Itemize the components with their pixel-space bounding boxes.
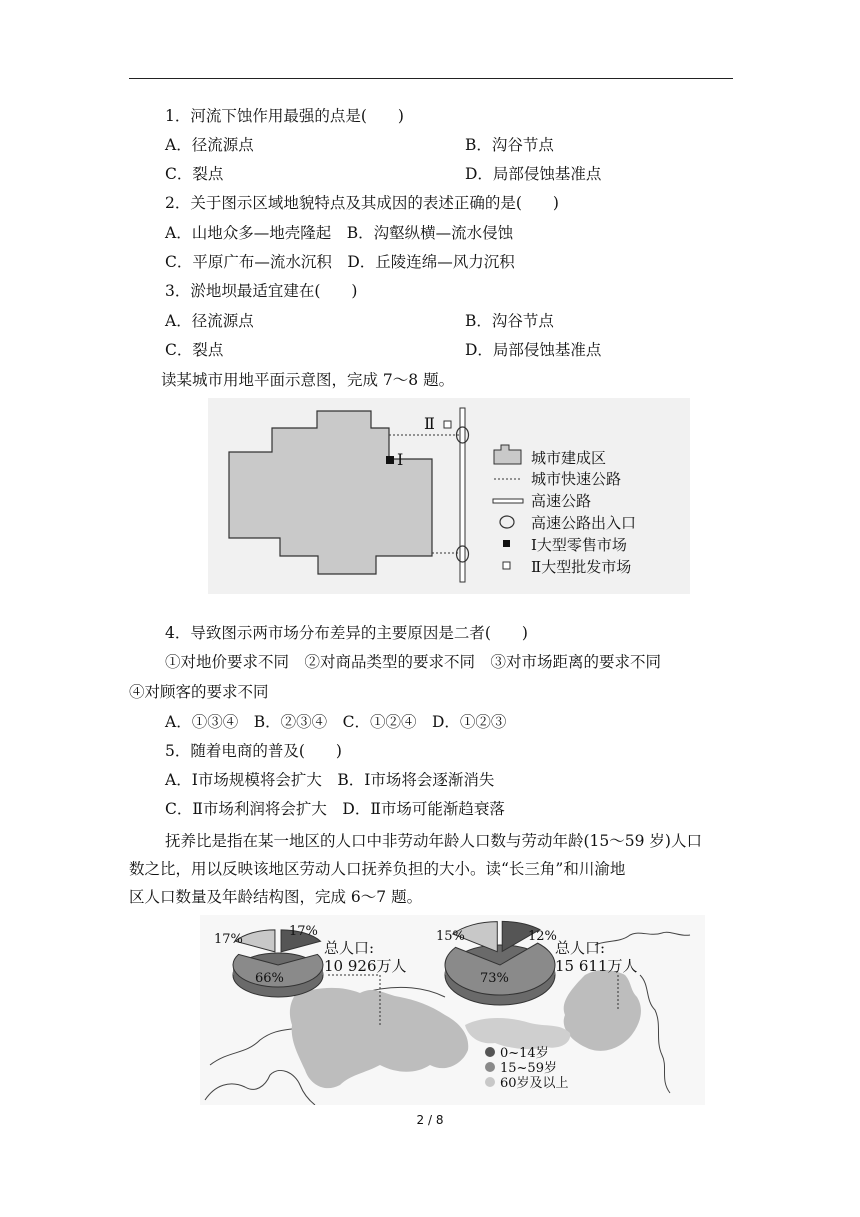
left-total-label: 总人口: (324, 939, 375, 957)
q1-option-c: C．裂点 (165, 165, 224, 183)
legend-built-up-area: 城市建成区 (531, 449, 607, 467)
left-total-value: 10 926万人 (324, 957, 407, 975)
retail-market-marker (386, 456, 394, 464)
legend-urban-expressway: 城市快速公路 (531, 470, 622, 488)
marker-label-1: Ⅰ (397, 450, 404, 469)
legend-retail-market: Ⅰ大型零售市场 (531, 536, 627, 554)
q4-options: A．①③④ B．②③④ C．①②④ D．①②③ (165, 713, 507, 731)
legend-highway-exit: 高速公路出入口 (531, 514, 637, 532)
intro-dependency-line1: 抚养比是指在某一地区的人口中非劳动年龄人口数与劳动年龄(15～59 岁)人口 (165, 832, 702, 850)
legend-age-15-59: 15~59岁 (500, 1061, 557, 1076)
intro-city-map: 读某城市用地平面示意图，完成 7～8 题。 (161, 371, 455, 389)
q4-choices-line2: ④对顾客的要求不同 (129, 683, 269, 701)
city-land-use-map (208, 398, 690, 594)
q1-option-a: A．径流源点 (165, 136, 254, 154)
q1-option-b: B．沟谷节点 (465, 136, 554, 154)
right-total-value: 15 611万人 (555, 957, 638, 975)
marker-label-2: Ⅱ (424, 414, 435, 433)
q2-stem: 2．关于图示区域地貌特点及其成因的表述正确的是( ) (165, 194, 559, 212)
q4-stem: 4．导致图示两市场分布差异的主要原因是二者( ) (165, 624, 528, 642)
intro-dependency-line2: 数之比，用以反映该地区劳动人口抚养负担的大小。读“长三角”和川渝地 (129, 860, 626, 878)
highway-line (460, 408, 465, 582)
q3-stem: 3．淤地坝最适宜建在( ) (165, 282, 358, 300)
intro-dependency-line3: 区人口数量及年龄结构图，完成 6～7 题。 (129, 888, 423, 906)
q2-options-ab: A．山地众多—地壳隆起 B．沟壑纵横—流水侵蚀 (165, 224, 514, 242)
q1-stem: 1．河流下蚀作用最强的点是( ) (165, 107, 404, 125)
legend-swatch-60plus (485, 1077, 495, 1087)
legend-highway: 高速公路 (531, 492, 592, 510)
left-pie-label-60plus: 17% (214, 932, 243, 947)
q2-options-cd: C．平原广布—流水沉积 D．丘陵连绵—风力沉积 (165, 253, 515, 271)
q5-options-ab: A．Ⅰ市场规模将会扩大 B．Ⅰ市场将会逐渐消失 (165, 771, 495, 789)
legend-age-0-14: 0~14岁 (500, 1046, 549, 1061)
legend-age-60plus: 60岁及以上 (500, 1076, 569, 1091)
right-pie-label-0-14: 12% (528, 929, 557, 944)
q4-choices-line1: ①对地价要求不同 ②对商品类型的要求不同 ③对市场距离的要求不同 (165, 653, 662, 671)
q3-option-b: B．沟谷节点 (465, 312, 554, 330)
left-pie-label-15-59: 66% (255, 971, 284, 986)
right-pie-label-15-59: 73% (480, 971, 509, 986)
wholesale-market-marker (444, 421, 451, 428)
population-structure-map (200, 915, 705, 1105)
legend-wholesale-market: Ⅱ大型批发市场 (531, 558, 632, 576)
legend-swatch-15-59 (485, 1062, 495, 1072)
legend-swatch-0-14 (485, 1047, 495, 1057)
q3-option-c: C．裂点 (165, 341, 224, 359)
q5-options-cd: C．Ⅱ市场利润将会扩大 D．Ⅱ市场可能渐趋衰落 (165, 800, 505, 818)
right-pie-label-60plus: 15% (436, 929, 465, 944)
q1-option-d: D．局部侵蚀基准点 (465, 165, 602, 183)
q3-option-d: D．局部侵蚀基准点 (465, 341, 602, 359)
page-number: 2 / 8 (416, 1113, 444, 1127)
q5-stem: 5．随着电商的普及( ) (165, 742, 342, 760)
right-total-label: 总人口: (555, 939, 606, 957)
q3-option-a: A．径流源点 (165, 312, 254, 330)
header-rule (129, 78, 733, 79)
left-pie-label-0-14: 17% (289, 924, 318, 939)
